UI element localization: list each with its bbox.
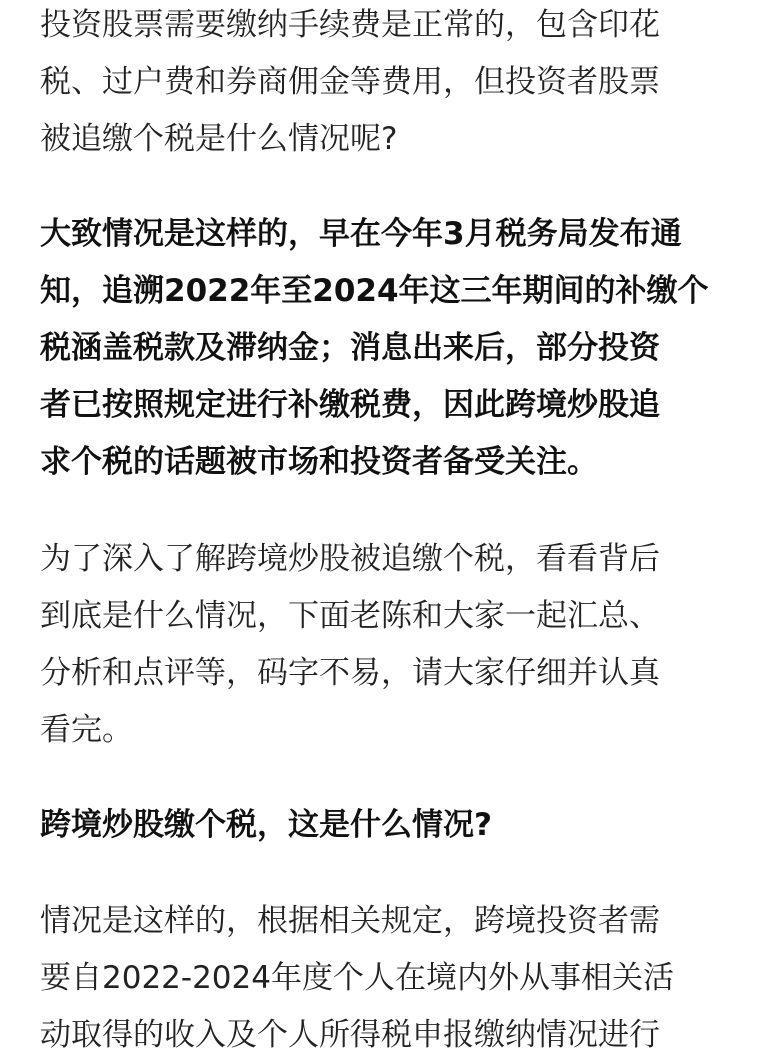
text-line: 知，追溯2022年至2024年这三年期间的补缴个 <box>40 273 709 309</box>
text-line: 要自2022-2024年度个人在境内外从事相关活 <box>40 960 674 996</box>
text-line: 税涵盖税款及滞纳金；消息出来后，部分投资 <box>40 330 660 366</box>
text-line: 被追缴个税是什么情况呢? <box>40 121 398 157</box>
text-line: 求个税的话题被市场和投资者备受关注。 <box>40 444 598 480</box>
paragraph-intro <box>40 0 660 168</box>
paragraph-purpose <box>40 531 660 759</box>
text-line: 者已按照规定进行补缴税费，因此跨境炒股追 <box>40 387 660 423</box>
text-line: 动取得的收入及个人所得税申报缴纳情况进行 <box>40 1017 660 1053</box>
heading-text: 跨境炒股缴个税，这是什么情况? <box>40 807 492 843</box>
paragraph-bold-summary <box>40 206 709 491</box>
text-line: 看完。 <box>40 712 133 748</box>
text-line: 大致情况是这样的，早在今年3月税务局发布通 <box>40 216 682 252</box>
text-line: 分析和点评等，码字不易，请大家仔细并认真 <box>40 655 660 691</box>
text-line: 投资股票需要缴纳手续费是正常的，包含印花 <box>40 7 660 43</box>
paragraph-explanation <box>40 893 674 1064</box>
section-heading <box>40 797 492 854</box>
text-line: 情况是这样的，根据相关规定，跨境投资者需 <box>40 903 660 939</box>
text-line: 税、过户费和券商佣金等费用，但投资者股票 <box>40 64 660 100</box>
text-line: 为了深入了解跨境炒股被追缴个税，看看背后 <box>40 541 660 577</box>
text-line: 到底是什么情况，下面老陈和大家一起汇总、 <box>40 598 660 634</box>
